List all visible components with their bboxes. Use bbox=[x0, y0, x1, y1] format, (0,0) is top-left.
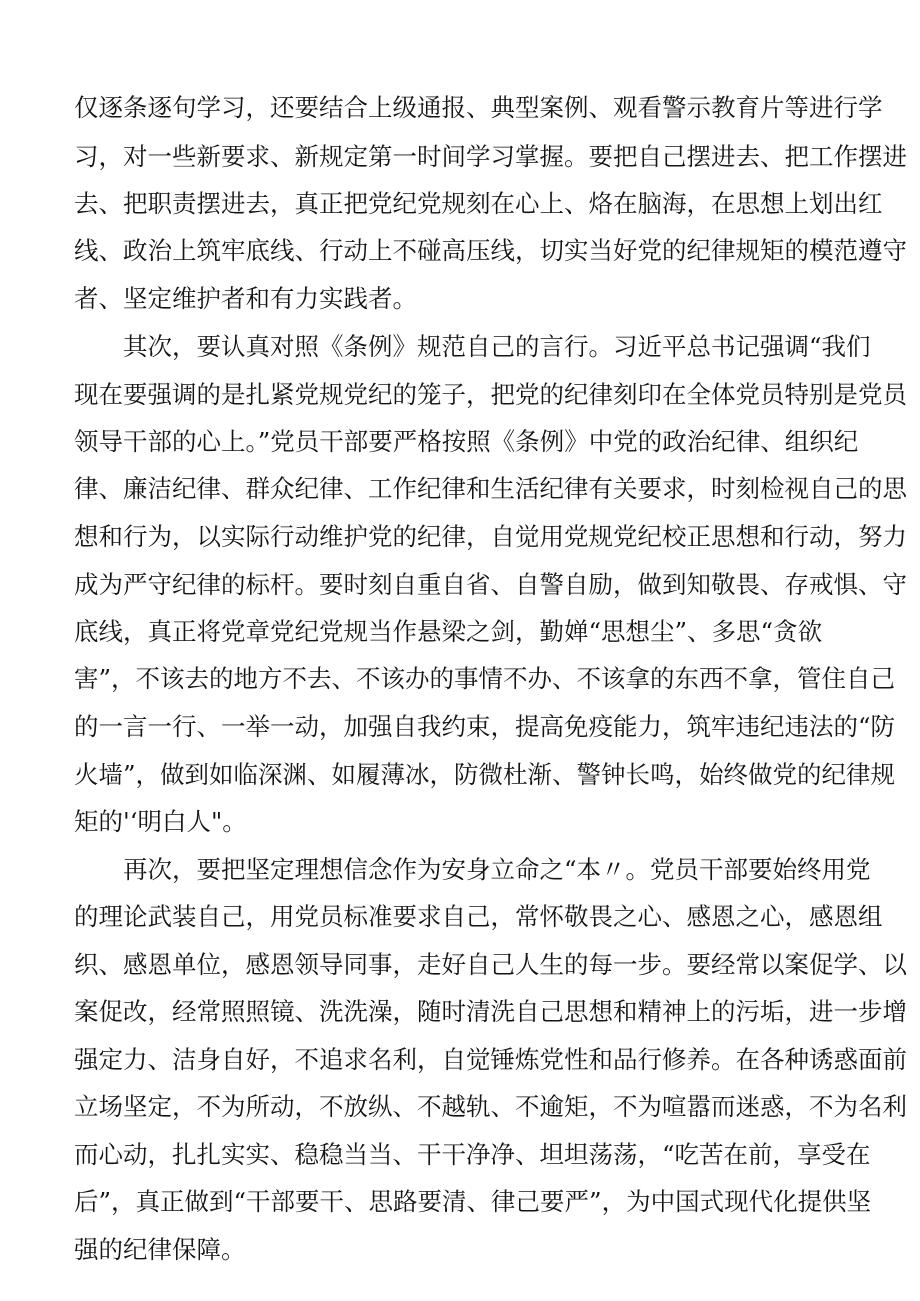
text-line: 织、感恩单位，感恩领导同事，走好自己人生的每一步。要经常以案促学、以 bbox=[74, 950, 907, 979]
text-line: 律、廉洁纪律、群众纪律、工作纪律和生活纪律有关要求，时刻检视自己的思 bbox=[74, 474, 907, 503]
text-line: 案促改，经常照照镜、洗洗澡，随时清洗自己思想和精神上的污垢，进一步增 bbox=[74, 997, 907, 1026]
text-line: 的一言一行、一举一动，加强自我约束，提高免疫能力，筑牢违纪违法的“防 bbox=[74, 712, 896, 741]
text-line: 火墙”，做到如临深渊、如履薄冰，防微杜渐、警钟长鸣，始终做党的纪律规 bbox=[74, 760, 896, 789]
text-line: 强的纪律保障。 bbox=[74, 1235, 246, 1264]
text-line: 强定力、洁身自好，不追求名利，自觉锤炼党性和品行修养。在各种诱惑面前 bbox=[74, 1045, 907, 1074]
text-line: 立场坚定，不为所动，不放纵、不越轨、不逾矩，不为喧嚣而迷惑，不为名利 bbox=[74, 1092, 907, 1121]
text-line: 线、政治上筑牢底线、行动上不碰高压线，切实当好党的纪律规矩的模范遵守 bbox=[74, 236, 907, 265]
text-line: 领导干部的心上。”党员干部要严格按照《条例》中党的政治纪律、组织纪 bbox=[74, 427, 859, 456]
text-line: 的理论武装自己，用党员标准要求自己，常怀敬畏之心、感恩之心，感恩组 bbox=[74, 902, 883, 931]
text-line: 矩的'‘明白人"。 bbox=[74, 807, 247, 836]
text-line: 害”，不该去的地方不去、不该办的事情不办、不该拿的东西不拿，管住自己 bbox=[74, 664, 896, 693]
text-line: 者、坚定维护者和有力实践者。 bbox=[74, 284, 417, 313]
text-line: 去、把职责摆进去，真正把党纪党规刻在心上、烙在脑海，在思想上划出红 bbox=[74, 189, 883, 218]
text-line: 成为严守纪律的标杆。要时刻自重自省、自警自励，做到知敬畏、存戒惧、守 bbox=[74, 570, 907, 599]
text-line: 而心动，扎扎实实、稳稳当当、干干净净、坦坦荡荡，“吃苦在前，享受在 bbox=[74, 1140, 871, 1169]
text-line: 现在要强调的是扎紧党规党纪的笼子，把党的纪律刻印在全体党员特别是党员 bbox=[74, 380, 907, 409]
text-line: 后”，真正做到“干部要干、思路要清、律己要严”，为中国式现代化提供坚 bbox=[74, 1187, 872, 1216]
paragraph-start-line: 再次，要把坚定理想信念作为安身立命之“本〃。党员干部要始终用党 bbox=[123, 855, 871, 884]
paragraph-start-line: 其次，要认真对照《条例》规范自己的言行。习近平总书记强调“我们 bbox=[123, 332, 871, 361]
text-line: 想和行为，以实际行动维护党的纪律，自觉用党规党纪校正思想和行动，努力 bbox=[74, 522, 907, 551]
text-line: 底线，真正将党章党纪党规当作悬梁之剑，勤婵“思想尘”、多思“贪欲 bbox=[74, 617, 823, 646]
text-line: 仅逐条逐句学习，还要结合上级通报、典型案例、观看警示教育片等进行学 bbox=[74, 93, 883, 122]
text-line: 习，对一些新要求、新规定第一时间学习掌握。要把自己摆进去、把工作摆进 bbox=[74, 142, 907, 171]
